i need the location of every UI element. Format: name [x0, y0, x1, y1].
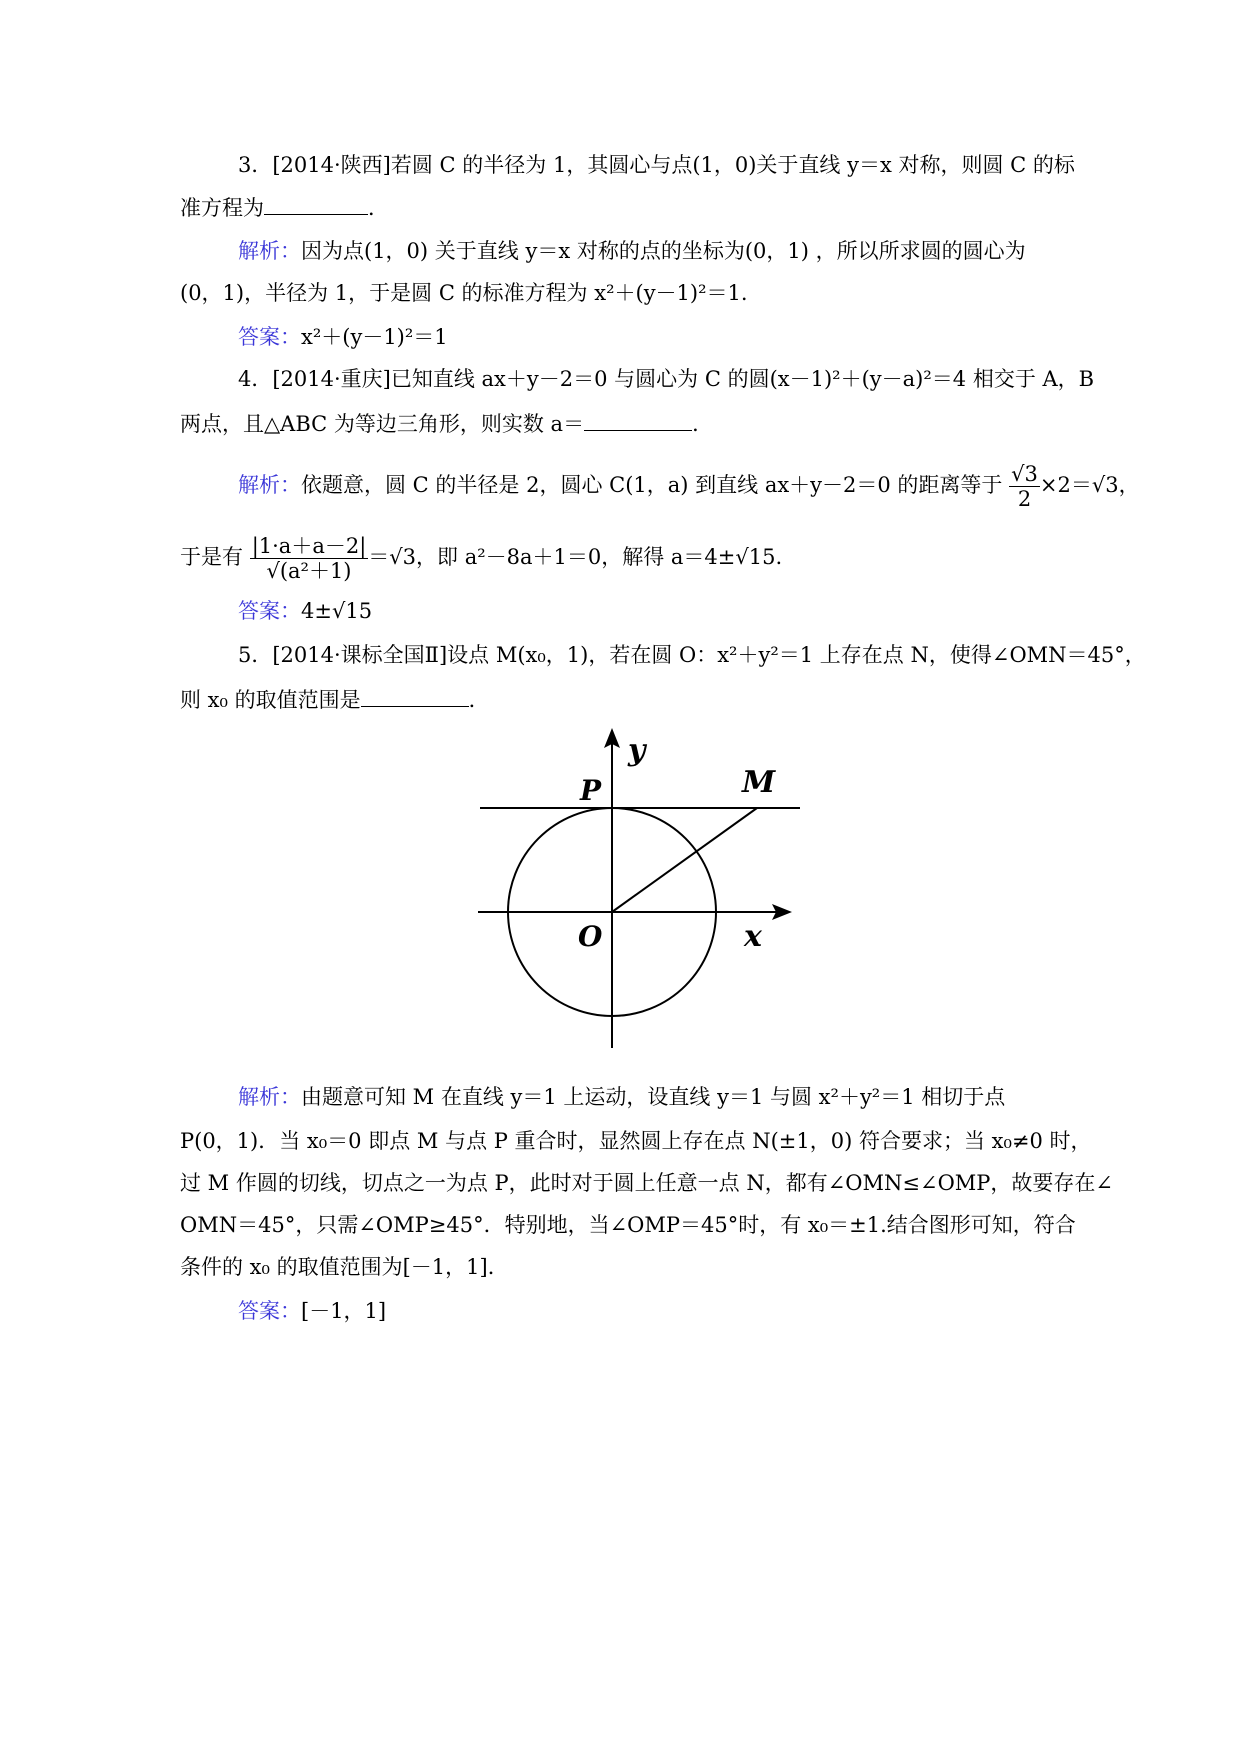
- q3-line1: 3．[2014·陕西]若圆 C 的半径为 1，其圆心与点(1，0)关于直线 y＝x 对称，则圆 C 的标: [238, 153, 1075, 177]
- q4-analysis-label: 解析：: [238, 473, 301, 497]
- q4-analysis-fraction1: [1009, 462, 1040, 511]
- q5-line2-end: ．: [468, 688, 490, 712]
- q5-answer-label: 答案：: [238, 1299, 301, 1323]
- q3-line2-end: ．: [368, 196, 389, 220]
- q5-analysis-text1: 由题意可知 M 在直线 y＝1 上运动，设直线 y＝1 与圆 x²＋y²＝1 相切于点: [301, 1085, 1006, 1109]
- q3-answer-label: 答案：: [238, 325, 301, 349]
- q4-analysis-text2b: ＝√3，即 a²－8a＋1＝0，解得 a＝4±√15.: [368, 545, 783, 569]
- q5-analysis-line2: P(0，1)．当 x₀＝0 即点 M 与点 P 重合时，显然圆上存在点 N(±1，0) 符合要求；当 x₀≠0 时，: [180, 1129, 1092, 1153]
- label-y: y: [628, 733, 646, 768]
- q4-line2-text: 两点，且△ABC 为等边三角形，则实数 a＝: [180, 412, 585, 436]
- q5-line2-text: 则 x₀ 的取值范围是: [180, 688, 361, 712]
- q4-fraction1-numerator: √3: [1011, 462, 1038, 486]
- q3-analysis-text1: 因为点(1，0) 关于直线 y＝x 对称的点的坐标为(0，1) ，所以所求圆的圆心为: [301, 239, 1026, 263]
- q4-analysis-line2: [180, 534, 782, 583]
- q4-answer: 4±√15: [301, 599, 373, 623]
- q4-answer-blank: [584, 408, 692, 431]
- q4-answer-line: [238, 596, 372, 626]
- q5-analysis-label: 解析：: [238, 1085, 301, 1109]
- q4-answer-label: 答案：: [238, 599, 301, 623]
- q3-analysis-line2: (0，1)，半径为 1，于是圆 C 的标准方程为 x²＋(y－1)²＝1.: [180, 281, 748, 305]
- label-x: x: [744, 919, 762, 954]
- q3-answer-blank: [264, 192, 368, 215]
- q3-answer-line: [238, 322, 448, 352]
- q3-analysis-label: 解析：: [238, 239, 301, 263]
- q5-line2: [180, 684, 490, 715]
- q3-analysis-line1: [238, 236, 1026, 266]
- q4-line2-end: ．: [692, 412, 714, 436]
- label-m: M: [742, 765, 776, 800]
- q4-analysis-text1b: ×2＝√3，: [1039, 473, 1140, 497]
- q5-analysis-line4: OMN＝45°，只需∠OMP≥45°．特别地，当∠OMP＝45°时，有 x₀＝±1.结合图形可知，符合: [180, 1213, 1076, 1237]
- q5-analysis-line5: 条件的 x₀ 的取值范围为[－1，1]．: [180, 1255, 509, 1279]
- q5-analysis-line3: 过 M 作圆的切线，切点之一为点 P，此时对于圆上任意一点 N，都有∠OMN≤∠OMP，故要存在∠: [180, 1171, 1114, 1195]
- q4-fraction2-denominator: √(a²＋1): [266, 559, 352, 583]
- label-p: P: [580, 774, 602, 807]
- q4-analysis-text2a: 于是有: [180, 545, 243, 569]
- circle-tangent-figure: [470, 720, 830, 1060]
- label-o: O: [578, 920, 603, 953]
- q4-analysis-fraction2: [250, 534, 369, 583]
- segment-om: [612, 808, 757, 912]
- q3-answer: x²＋(y－1)²＝1: [301, 325, 448, 349]
- q5-line1: 5．[2014·课标全国Ⅱ]设点 M(x₀，1)，若在圆 O：x²＋y²＝1 上存在点 N，使得∠OMN＝45°，: [238, 643, 1146, 667]
- q3-line2: [180, 192, 389, 223]
- q3-line2-text: 准方程为: [180, 196, 264, 220]
- q5-analysis-line1: [238, 1082, 1005, 1112]
- q5-answer-blank: [361, 684, 469, 707]
- q5-answer-line: [238, 1296, 386, 1326]
- q4-line2: [180, 408, 713, 439]
- q4-analysis-line1: [238, 462, 1140, 511]
- q4-fraction1-denominator: 2: [1017, 487, 1032, 511]
- q4-analysis-text1a: 依题意，圆 C 的半径是 2，圆心 C(1，a) 到直线 ax＋y－2＝0 的距离等于: [301, 473, 1003, 497]
- q4-line1: 4．[2014·重庆]已知直线 ax＋y－2＝0 与圆心为 C 的圆(x－1)²＋(y－a)²＝4 相交于 A，B: [238, 367, 1095, 391]
- q4-fraction2-numerator: |1·a＋a－2|: [251, 534, 367, 558]
- q5-answer: [－1，1]: [301, 1299, 387, 1323]
